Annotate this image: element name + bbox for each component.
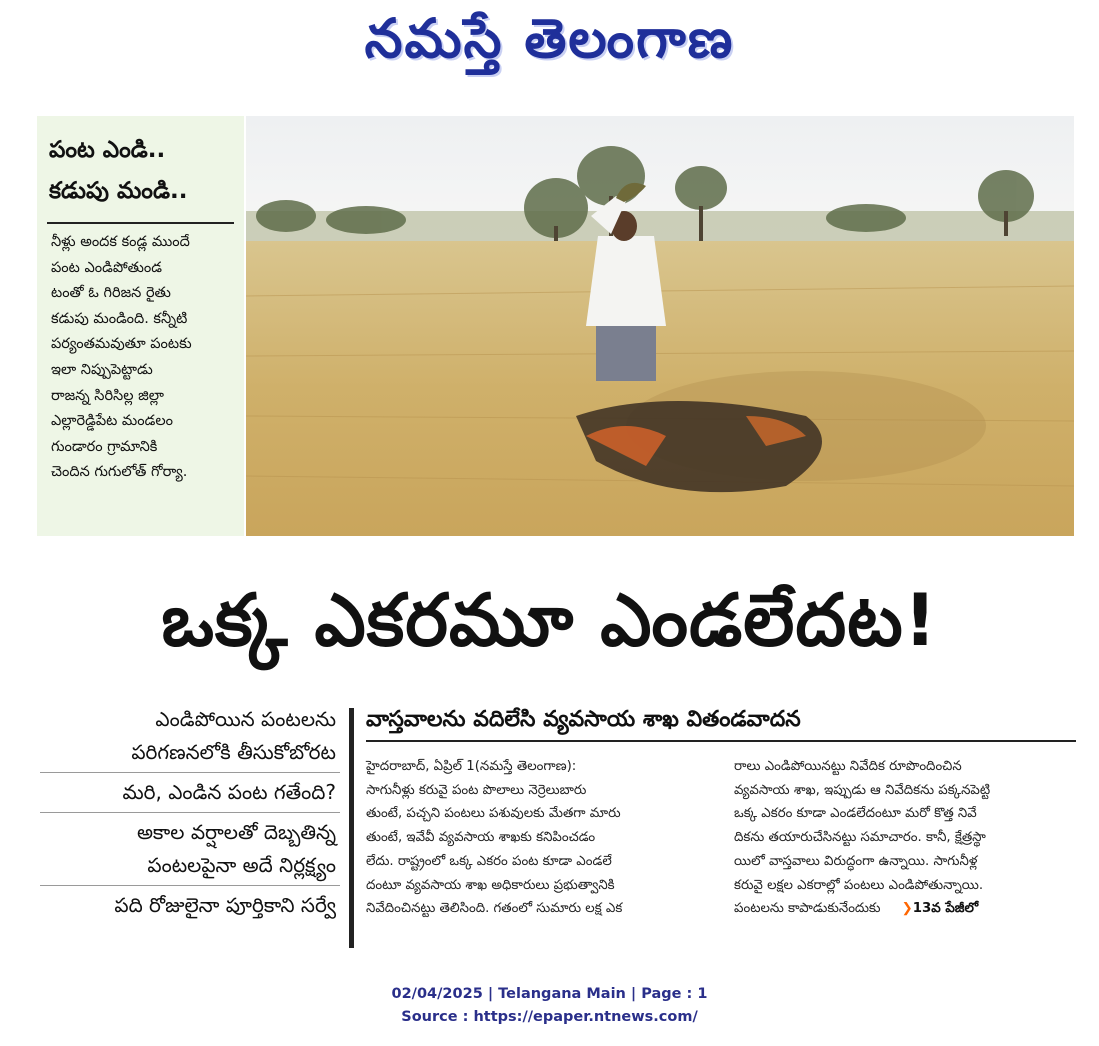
article-last-line — [734, 897, 1080, 921]
article-line: ఒక్క ఎకరం కూడా ఎండలేదంటూ మరో కొత్త నివే — [734, 806, 977, 822]
highlight-item — [40, 773, 340, 813]
field-photo-illustration — [246, 116, 1074, 536]
highlight-line: ఎండిపోయిన పంటలను — [155, 707, 336, 731]
caption-line: టంతో ఓ గిరిజన రైతు — [51, 285, 171, 302]
column-divider-bar — [349, 708, 354, 948]
highlight-line: పది రోజులైనా పూర్తికాని సర్వే — [114, 893, 336, 917]
article-line: వ్యవసాయ శాఖ, ఇప్పుడు ఆ నివేదికను పక్కనపెట్టి — [734, 782, 991, 798]
article-line: హైదరాబాద్, ఏప్రిల్ 1(నమస్తే తెలంగాణ): — [366, 759, 577, 774]
highlight-item — [40, 886, 340, 925]
article-line: పంటలను కాపాడుకునేందుకు — [734, 901, 881, 917]
article-line: దికను తయారుచేసినట్టు సమాచారం. కానీ, క్షేత్రస్థా — [734, 830, 986, 846]
caption-line: పంట ఎండిపోతుండ — [51, 259, 162, 276]
highlight-item — [40, 813, 340, 886]
caption-body — [37, 230, 244, 486]
continued-on-page: 13వ పేజీలో — [912, 901, 979, 917]
caption-line: పర్యంతమవుతూ పంటకు — [51, 336, 192, 353]
article-line: యిలో వాస్తవాలు విరుద్ధంగా ఉన్నాయి. సాగునీళ్ల — [734, 853, 978, 869]
article-column-2 — [734, 755, 1080, 921]
sub-headline: వాస్తవాలను వదిలేసి వ్యవసాయ శాఖ వితండవాదన — [366, 700, 1076, 742]
highlight-line: పంటలపైనా అదే నిర్లక్ష్యం — [147, 853, 336, 877]
caption-line: ఇలా నిప్పుపెట్టాడు — [51, 361, 153, 378]
masthead — [0, 0, 1099, 92]
footer-source: Source : https://epaper.ntnews.com/ — [401, 1009, 698, 1025]
caption-line: గుండారం గ్రామానికి — [51, 438, 158, 455]
caption-line: ఎల్లారెడ్డిపేట మండలం — [51, 413, 173, 430]
photo-caption-box — [37, 116, 244, 536]
article-line: రాలు ఎండిపోయినట్టు నివేదిక రూపొందించిన — [734, 759, 962, 774]
highlight-line: మరి, ఎండిన పంట గతేంది? — [122, 780, 336, 804]
footer-date-edition: 02/04/2025 | Telangana Main | Page : 1 — [391, 986, 708, 1002]
highlight-line: అకాల వర్షాలతో దెబ్బతిన్న — [136, 820, 336, 844]
caption-headline — [37, 116, 244, 212]
caption-divider — [47, 222, 234, 224]
caption-headline-line: కడుపు మండి.. — [49, 178, 188, 204]
article-line: దంటూ వ్యవసాయ శాఖ అధికారులు ప్రభుత్వానికి — [366, 877, 615, 893]
article-line: తుంటే, పచ్చని పంటలు పశువులకు మేతగా మారు — [366, 806, 621, 822]
caption-line: కడుపు మండింది. కన్నీటి — [51, 310, 188, 327]
article-line: నివేదించినట్టు తెలిసింది. గతంలో సుమారు లక్ష ఎక — [366, 901, 623, 917]
article-line: కరువై లక్షల ఎకరాల్లో పంటలు ఎండిపోతున్నాయి. — [734, 877, 984, 893]
article-line: లేదు. రాష్ట్రంలో ఒక్క ఎకరం పంట కూడా ఎండలే — [366, 853, 612, 869]
highlight-item — [40, 700, 340, 773]
farmer-burning-crop-photo — [246, 116, 1074, 536]
page-footer — [0, 983, 1099, 1029]
caption-line: రాజన్న సిరిసిల్ల జిల్లా — [51, 387, 164, 404]
highlights-column — [40, 700, 340, 925]
article-line: సాగునీళ్లు కరువై పంట పొలాలు నెర్రెలుబారు — [366, 782, 587, 798]
newspaper-logo: నమస్తే తెలంగాణ — [364, 6, 735, 70]
highlight-line: పరిగణనలోకి తీసుకోబోరట — [131, 740, 336, 764]
caption-headline-line: పంట ఎండి.. — [49, 137, 166, 163]
article-column-1 — [366, 755, 712, 921]
caption-line: చెందిన గుగులోత్ గోర్యా. — [51, 464, 188, 481]
caption-line: నీళ్లు అందక కండ్ల ముందే — [51, 234, 190, 250]
continued-arrow-icon: ❯ — [901, 901, 913, 917]
main-headline: ఒక్క ఎకరమూ ఎండలేదట! — [161, 578, 938, 662]
article-line: తుంటే, ఇవేవీ వ్యవసాయ శాఖకు కనిపించడం — [366, 830, 596, 846]
